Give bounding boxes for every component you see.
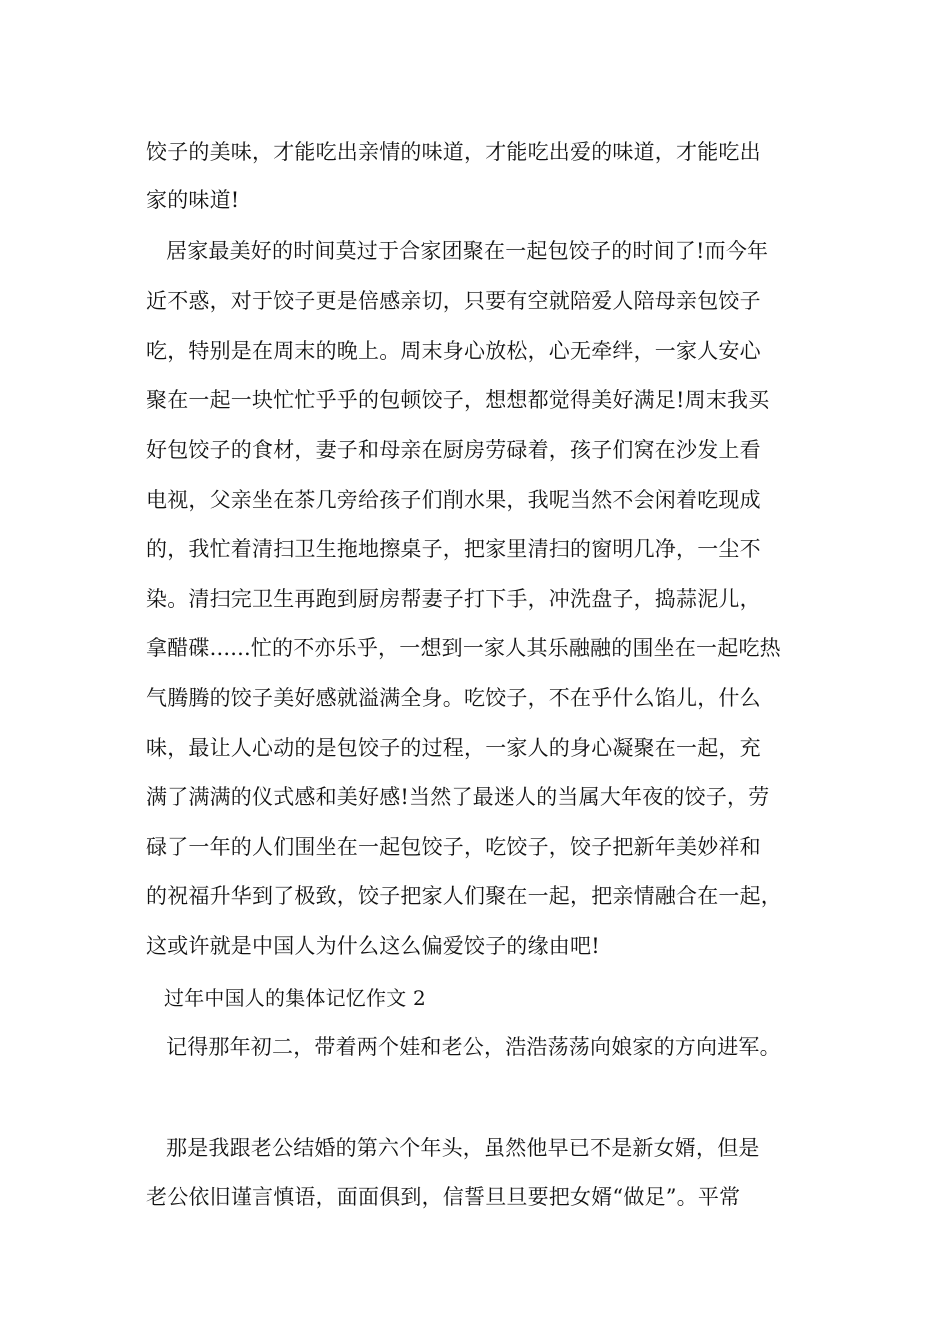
paragraph-line: 拿醋碟......忙的不亦乐乎，一想到一家人其乐融融的围坐在一起吃热 [146, 636, 781, 660]
paragraph-line: 好包饺子的食材，妻子和母亲在厨房劳碌着，孩子们窝在沙发上看 [146, 438, 761, 462]
paragraph-line: 这或许就是中国人为什么这么偏爱饺子的缘由吧! [146, 934, 600, 958]
paragraph-line: 的祝福升华到了极致，饺子把家人们聚在一起，把亲情融合在一起， [146, 884, 782, 908]
paragraph-line: 居家最美好的时间莫过于合家团聚在一起包饺子的时间了!而今年 [166, 239, 769, 263]
paragraph-line: 味，最让人心动的是包饺子的过程，一家人的身心凝聚在一起，充 [146, 736, 761, 760]
paragraph-line: 家的味道! [146, 188, 240, 212]
paragraph-line: 电视，父亲坐在茶几旁给孩子们削水果，我呢当然不会闲着吃现成 [146, 488, 761, 512]
paragraph-line: 记得那年初二，带着两个娃和老公，浩浩荡荡向娘家的方向进军。 [166, 1035, 781, 1059]
paragraph-line: 近不惑，对于饺子更是倍感亲切，只要有空就陪爱人陪母亲包饺子 [146, 289, 761, 313]
paragraph-line: 饺子的美味，才能吃出亲情的味道，才能吃出爱的味道，才能吃出 [146, 140, 761, 164]
paragraph-line: 染。清扫完卫生再跑到厨房帮妻子打下手，冲洗盘子，捣蒜泥儿， [146, 587, 761, 611]
paragraph-line: 老公依旧谨言慎语，面面俱到，信誓旦旦要把女婿“做足”。平常 [146, 1185, 741, 1209]
paragraph-line: 碌了一年的人们围坐在一起包饺子，吃饺子，饺子把新年美妙祥和 [146, 835, 761, 859]
paragraph-line: 吃，特别是在周末的晚上。周末身心放松，心无牵绊，一家人安心 [146, 339, 761, 363]
paragraph-line: 那是我跟老公结婚的第六个年头，虽然他早已不是新女婿，但是 [166, 1136, 760, 1160]
paragraph-line: 聚在一起一块忙忙乎乎的包顿饺子，想想都觉得美好满足!周末我买 [146, 388, 770, 412]
paragraph-line: 的，我忙着清扫卫生拖地擦桌子，把家里清扫的窗明几净，一尘不 [146, 537, 761, 561]
section-heading: 过年中国人的集体记忆作文 2 [164, 986, 426, 1010]
paragraph-line: 满了满满的仪式感和美好感!当然了最迷人的当属大年夜的饺子，劳 [146, 785, 770, 809]
paragraph-line: 气腾腾的饺子美好感就溢满全身。吃饺子，不在乎什么馅儿，什么 [146, 686, 761, 710]
